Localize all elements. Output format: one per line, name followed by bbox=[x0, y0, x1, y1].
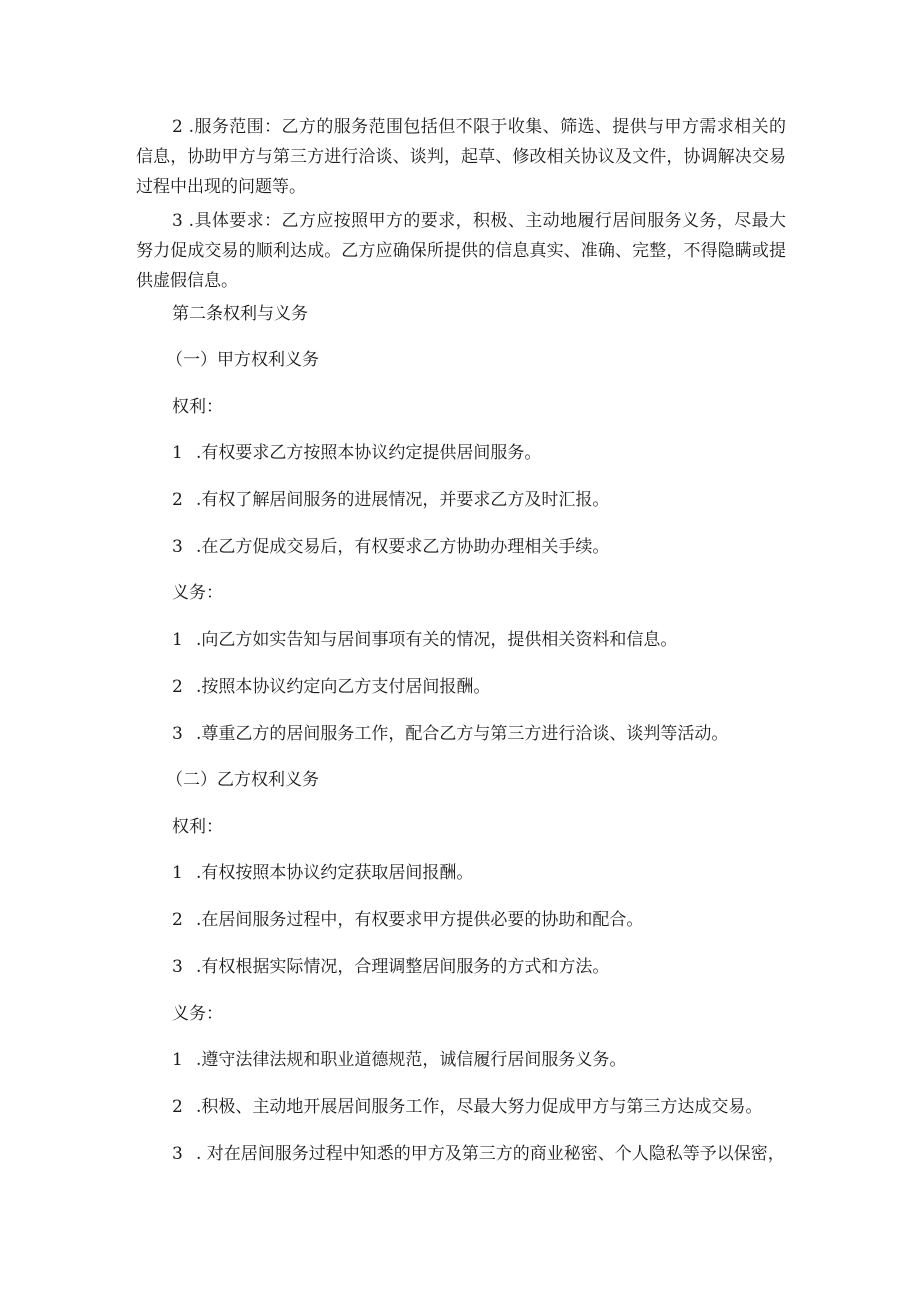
list-item-number: 1 bbox=[172, 630, 183, 650]
article-title: 第二条权利与义务 bbox=[172, 304, 308, 324]
list-item-text: .在乙方促成交易后，有权要求乙方协助办理相关手续。 bbox=[196, 537, 610, 557]
party-b-heading: （二）乙方权利义务 bbox=[166, 770, 319, 790]
list-item-text: .按照本协议约定向乙方支付居间报酬。 bbox=[196, 677, 491, 697]
list-item-text: .在居间服务过程中，有权要求甲方提供必要的协助和配合。 bbox=[196, 910, 644, 930]
paragraph-specific-requirements: 3 .具体要求：乙方应按照甲方的要求，积极、主动地履行居间服务义务，尽最大努力促成交易的顺利达成。乙方应确保所提供的信息真实、准确、完整，不得隐瞒或提供虚假信息。 bbox=[136, 211, 786, 291]
list-item-text: .遵守法律法规和职业道德规范，诚信履行居间服务义务。 bbox=[196, 1050, 627, 1070]
list-item-number: 3 bbox=[172, 724, 183, 744]
party-b-rights-label: 权利： bbox=[172, 817, 223, 837]
list-item-number: 1 bbox=[172, 1050, 183, 1070]
list-item-number: 2 bbox=[172, 910, 183, 930]
list-item bbox=[172, 861, 473, 885]
list-item-text: .有权根据实际情况，合理调整居间服务的方式和方法。 bbox=[196, 957, 610, 977]
list-item-number: 3 bbox=[172, 537, 183, 557]
list-item bbox=[172, 955, 609, 979]
party-a-rights-label: 权利： bbox=[172, 397, 223, 417]
list-item bbox=[172, 535, 609, 559]
list-item bbox=[172, 908, 643, 932]
list-item-number: 2 bbox=[172, 677, 183, 697]
list-item-text: .有权要求乙方按照本协议约定提供居间服务。 bbox=[196, 443, 542, 463]
list-item-text: .有权了解居间服务的进展情况，并要求乙方及时汇报。 bbox=[196, 490, 610, 510]
list-item-text: . 对在居间服务过程中知悉的甲方及第三方的商业秘密、个人隐私等予以保密， bbox=[196, 1144, 785, 1164]
list-item-text: .向乙方如实告知与居间事项有关的情况，提供相关资料和信息。 bbox=[196, 630, 678, 650]
list-item bbox=[172, 675, 490, 699]
list-item-number: 2 bbox=[172, 1097, 183, 1117]
list-item-number: 2 bbox=[172, 490, 183, 510]
list-item bbox=[172, 441, 541, 465]
party-b-duties-label: 义务： bbox=[172, 1004, 223, 1024]
list-item-text: .有权按照本协议约定获取居间报酬。 bbox=[196, 863, 474, 883]
list-item bbox=[172, 1095, 762, 1119]
party-a-duties-label: 义务： bbox=[172, 583, 223, 603]
list-item bbox=[172, 488, 609, 512]
party-a-heading: （一）甲方权利义务 bbox=[166, 350, 319, 370]
list-item bbox=[172, 722, 728, 746]
list-item-number: 3 bbox=[172, 957, 183, 977]
list-item bbox=[172, 1142, 785, 1166]
list-item-text: .尊重乙方的居间服务工作，配合乙方与第三方进行洽谈、谈判等活动。 bbox=[196, 724, 729, 744]
list-item bbox=[172, 628, 677, 652]
list-item-number: 3 bbox=[172, 1144, 183, 1164]
list-item-number: 1 bbox=[172, 863, 183, 883]
paragraph-service-scope: 2 .服务范围：乙方的服务范围包括但不限于收集、筛选、提供与甲方需求相关的信息，协助甲方与第三方进行洽谈、谈判，起草、修改相关协议及文件，协调解决交易过程中出现的问题等。 bbox=[136, 117, 786, 197]
list-item bbox=[172, 1048, 626, 1072]
list-item-number: 1 bbox=[172, 443, 183, 463]
list-item-text: .积极、主动地开展居间服务工作，尽最大努力促成甲方与第三方达成交易。 bbox=[196, 1097, 763, 1117]
